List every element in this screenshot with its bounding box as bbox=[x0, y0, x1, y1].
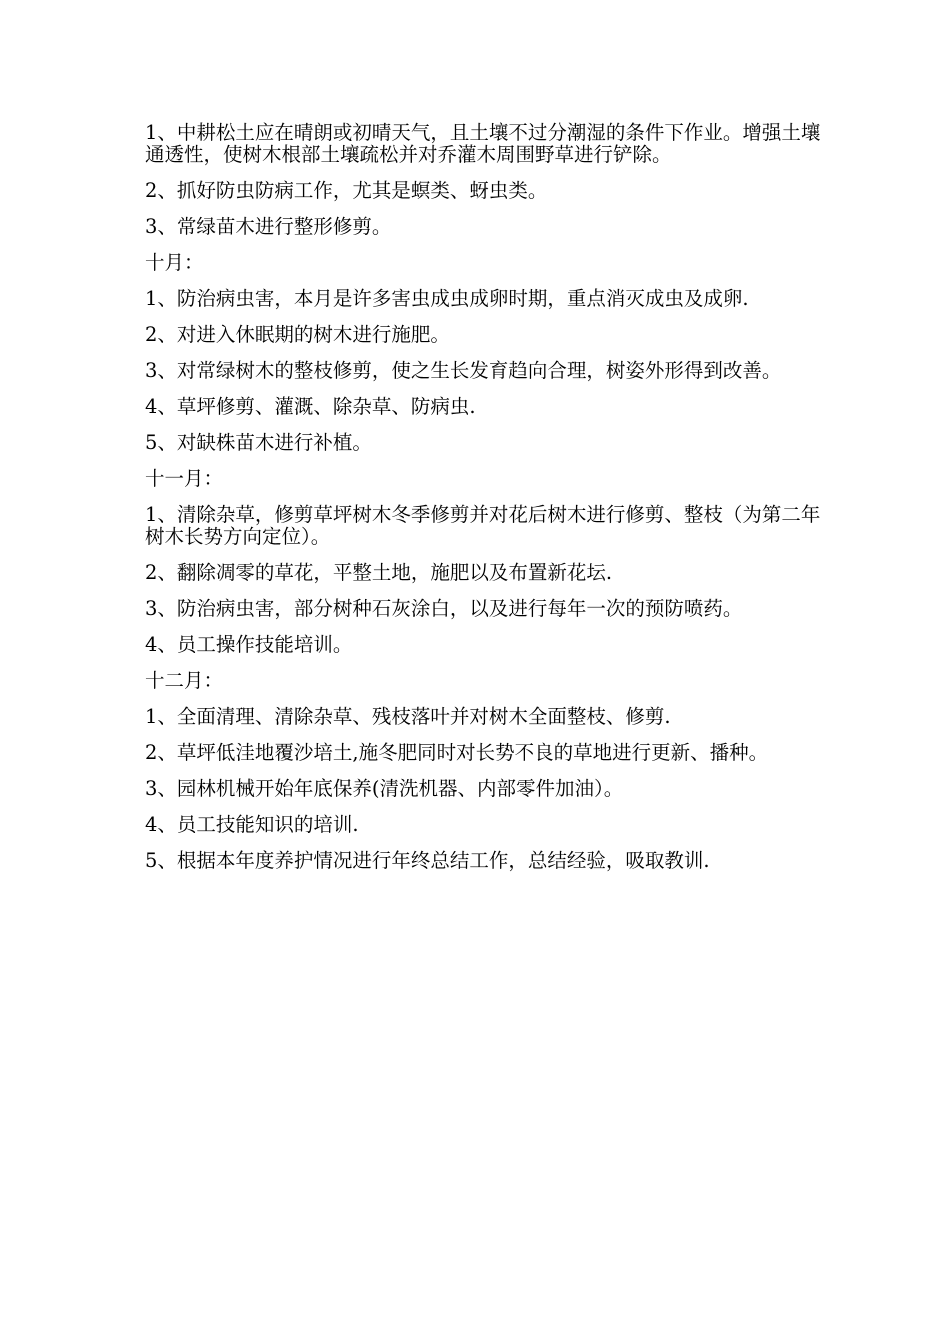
paragraph-2: 2、抓好防虫防病工作，尤其是螟类、蚜虫类。 bbox=[145, 179, 548, 202]
paragraph-13: 3、防治病虫害，部分树种石灰涂白，以及进行每年一次的预防喷药。 bbox=[145, 597, 743, 620]
paragraph-5: 1、防治病虫害，本月是许多害虫成虫成卵时期，重点消灭成虫及成卵. bbox=[145, 287, 749, 310]
paragraph-11: 1、清除杂草，修剪草坪树木冬季修剪并对花后树木进行修剪、整枝（为第二年树木长势方向定位）。 bbox=[145, 503, 821, 548]
paragraph-8: 4、草坪修剪、灌溉、除杂草、防病虫. bbox=[145, 395, 476, 418]
document-page bbox=[145, 122, 825, 886]
section-heading-october: 十月： bbox=[145, 251, 204, 274]
paragraph-14: 4、员工操作技能培训。 bbox=[145, 633, 353, 656]
paragraph-3: 3、常绿苗木进行整形修剪。 bbox=[145, 215, 392, 238]
paragraph-18: 3、园林机械开始年底保养(清洗机器、内部零件加油）。 bbox=[145, 777, 624, 800]
paragraph-20: 5、根据本年度养护情况进行年终总结工作，总结经验，吸取教训. bbox=[145, 849, 710, 872]
paragraph-1: 1、中耕松土应在晴朗或初晴天气，且土壤不过分潮湿的条件下作业。增强土壤通透性，使树木根部土壤疏松并对乔灌木周围野草进行铲除。 bbox=[145, 121, 821, 166]
paragraph-9: 5、对缺株苗木进行补植。 bbox=[145, 431, 372, 454]
section-heading-november: 十一月： bbox=[145, 467, 224, 490]
paragraph-12: 2、翻除凋零的草花，平整土地，施肥以及布置新花坛. bbox=[145, 561, 613, 584]
paragraph-6: 2、对进入休眠期的树木进行施肥。 bbox=[145, 323, 450, 346]
section-heading-december: 十二月： bbox=[145, 669, 224, 692]
paragraph-19: 4、员工技能知识的培训. bbox=[145, 813, 359, 836]
paragraph-7: 3、对常绿树木的整枝修剪，使之生长发育趋向合理，树姿外形得到改善。 bbox=[145, 359, 782, 382]
paragraph-16: 1、全面清理、清除杂草、残枝落叶并对树木全面整枝、修剪. bbox=[145, 705, 671, 728]
paragraph-17: 2、草坪低洼地覆沙培土,施冬肥同时对长势不良的草地进行更新、播种。 bbox=[145, 741, 769, 764]
